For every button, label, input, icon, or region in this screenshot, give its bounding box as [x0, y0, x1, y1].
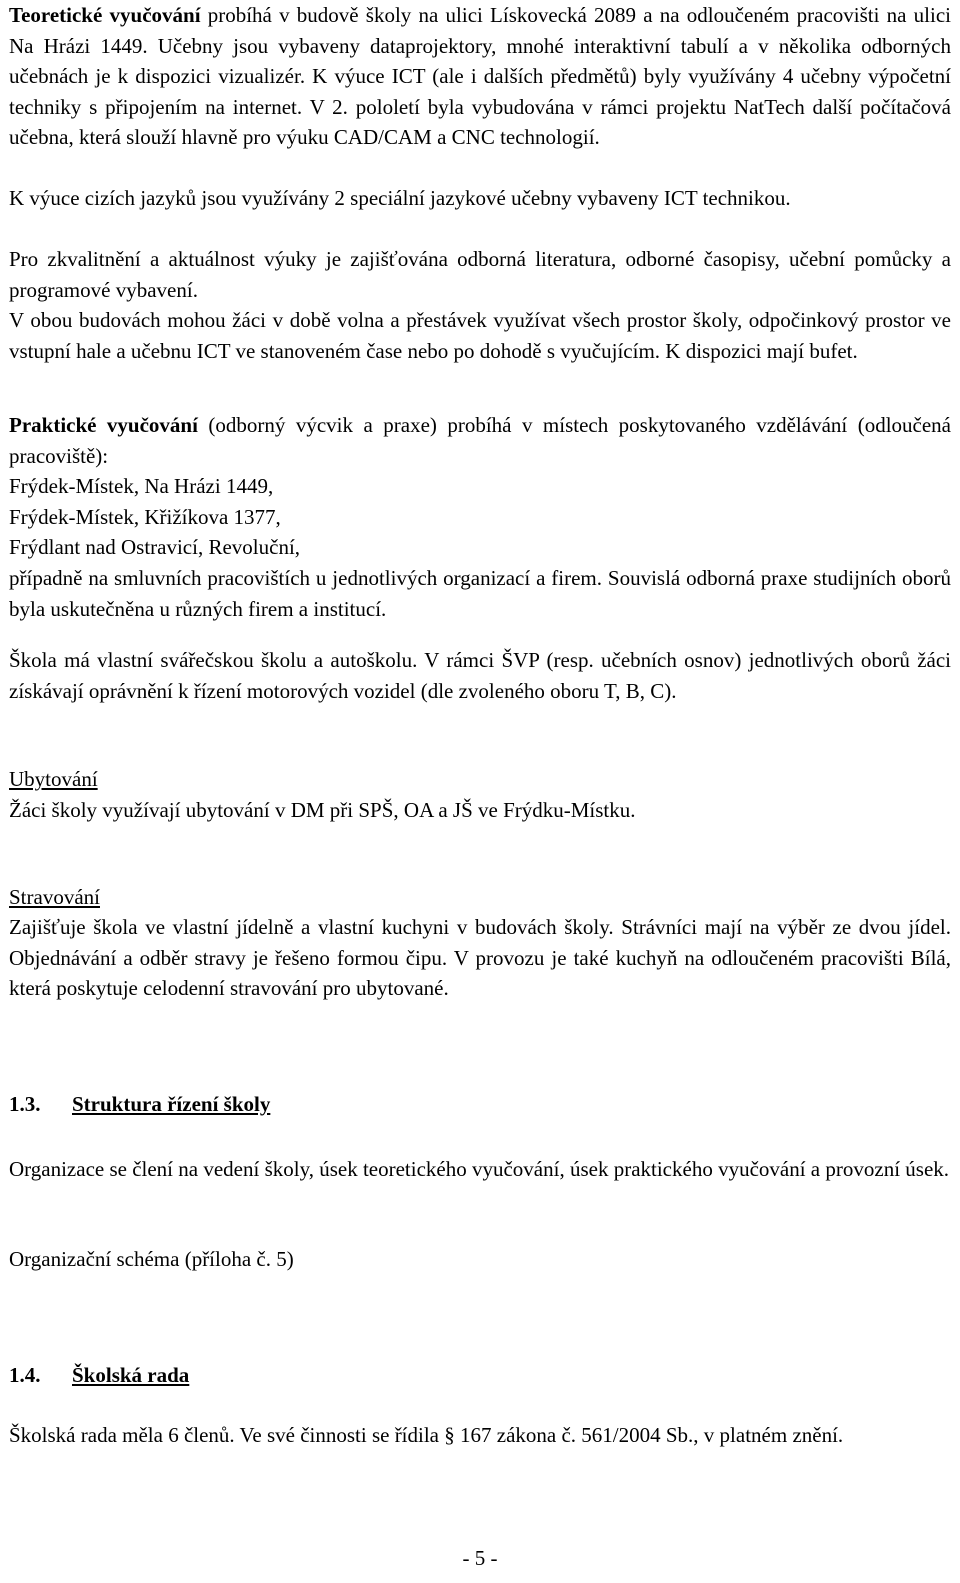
section-number: 1.4. [9, 1363, 41, 1387]
term-prakticke-vyucovani: Praktické vyučování [9, 413, 198, 437]
teoreticke-vyucovani-text: probíhá v budově školy na ulici Lískovecká 2089 a na odloučeném pracovišti na ulici Na Hrázi 1449. Učebny jsou vybaveny dataprojektory, mnohé interaktivní tabulí a v několika odborných učebnách je k dispozici vizualizér. K výuce ICT (ale i dalších předmětů) byly využívány 4 učebny výpočetní techniky s připojením na internet. V 2. pololetí byla vybudována v rámci projektu NatTech další počítačová učebna, která slouží hlavně pro výuku CAD/CAM a CNC technologií. [9, 3, 951, 149]
paragraph-jazykove-ucebny: K výuce cizích jazyků jsou využívány 2 speciální jazykové učebny vybaveny ICT technikou. [9, 186, 791, 210]
paragraph-teoreticke-vyucovani [9, 0, 951, 153]
ubytovani-block [9, 764, 951, 825]
paragraph-smluvni-pracoviste: případně na smluvních pracovištích u jednotlivých organizací a firem. Souvislá odborná praxe studijních oborů byla uskutečněna u různých firem a institucí. [9, 566, 951, 621]
stravovani-heading-block [9, 882, 951, 913]
pracoviste-item: Frýdek-Místek, Na Hrázi 1449, [9, 474, 274, 498]
stravovani-heading: Stravování [9, 885, 100, 909]
section-heading-1-4 [9, 1363, 951, 1393]
paragraph-literatura: Pro zkvalitnění a aktuálnost výuky je zajišťována odborná literatura, odborné časopisy, učební pomůcky a programové vybavení. [9, 247, 951, 302]
paragraph-struktura-rizeni: Organizace se člení na vedení školy, úsek teoretického vyučování, úsek praktického vyučování a provozní úsek. [9, 1157, 950, 1181]
page-number: - 5 - [462, 1546, 498, 1570]
term-teoreticke-vyucovani: Teoretické vyučování [9, 3, 201, 27]
paragraph-skolska-rada: Školská rada měla 6 členů. Ve své činnosti se řídila § 167 zákona č. 561/2004 Sb., v platném znění. [9, 1423, 844, 1447]
pracoviste-item: Frýdek-Místek, Křižíkova 1377, [9, 504, 281, 529]
pracoviste-item: Frýdlant nad Ostravicí, Revoluční, [9, 535, 301, 559]
section-heading-1-3 [9, 1092, 951, 1122]
section-title: Struktura řízení školy [72, 1092, 271, 1116]
section-number: 1.3. [9, 1092, 41, 1116]
paragraph-stravovani: Zajišťuje škola ve vlastní jídelně a vlastní kuchyni v budovách školy. Strávníci mají na výběr ze dvou jídel. Objednávání a odběr stravy je řešeno formou čipu. V provozu je také kuchyň na odloučeném pracovišti Bílá, která poskytuje celodenní stravování pro ubytované. [9, 915, 951, 1000]
paragraph-organizacni-schema: Organizační schéma (příloha č. 5) [9, 1247, 294, 1271]
paragraph-svarecska-skola: Škola má vlastní svářečskou školu a autoškolu. V rámci ŠVP (resp. učebních osnov) jednotlivých oborů žáci získávají oprávnění k řízení motorových vozidel (dle zvoleného oboru T, B, C). [9, 648, 951, 703]
prakticke-vyucovani-text: (odborný výcvik a praxe) probíhá v místech poskytovaného vzdělávání (odloučená pracoviště): [9, 413, 951, 468]
section-title: Školská rada [72, 1363, 190, 1387]
pracoviste-list [9, 471, 951, 563]
paragraph-budovy: V obou budovách mohou žáci v době volna a přestávek využívat všech prostor školy, odpočinkový prostor ve vstupní hale a učebnu ICT ve stanoveném čase nebo po dohodě s vyučujícím. K dispozici mají bufet. [9, 308, 951, 363]
paragraph-prakticke-vyucovani [9, 410, 951, 471]
ubytovani-heading: Ubytování [9, 767, 98, 791]
ubytovani-text: Žáci školy využívají ubytování v DM při SPŠ, OA a JŠ ve Frýdku-Místku. [9, 797, 636, 822]
